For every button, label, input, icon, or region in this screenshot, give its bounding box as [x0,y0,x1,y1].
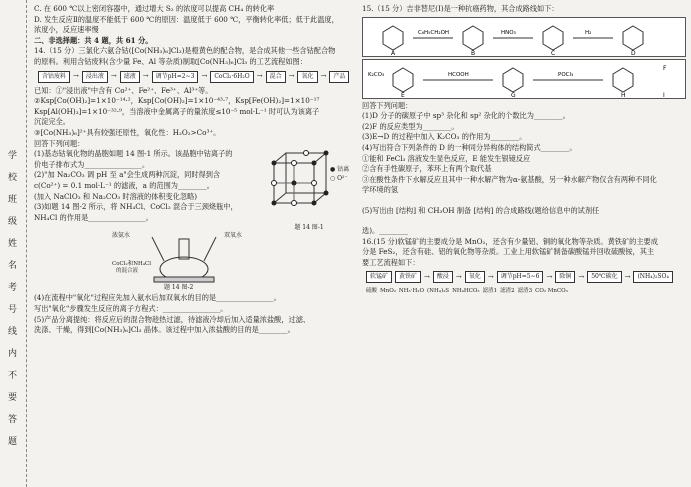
flow2-label: 滤渣2 [500,288,515,295]
known-4: 沉淀完全。 [34,117,70,127]
q16-flowchart-labels [366,286,686,297]
q14-3b: NH₄Cl 的作用是________________。 [34,212,153,222]
q14-intro-2: 的原料。利用含钴废料(含少量 Fe、Al 等杂质)制取[Co(NH₃)₆]Cl₃ 的工艺流程如图： [34,56,307,66]
binding-gutter [0,0,27,487]
flow-step: 浸出液 [82,71,108,83]
q14-5b: 洗涤、干燥，得到[Co(NH₃)₆]Cl₃ 晶体。该过程中加入浓盐酸的目的是________。 [34,325,295,335]
q14-2: (2)"加 Na₂CO₃ 调 pH 至 a"会生成两种沉淀，同时得到含 [34,170,221,180]
section-heading: 二、非选择题：共 4 题，共 61 分。 [34,35,153,45]
label-h2o2: 双氧水 [224,232,243,240]
gutter-char: 学 [6,150,16,161]
flow2-label: 滤渣1 [482,288,498,295]
q14-questions-with-figure [34,149,352,233]
q15-4: (4)写出符合下列条件的 D 的一种同分异构体的结构简式________。 [362,142,577,152]
q15-4-cond2: ②含有手性碳原子，苯环上有两个取代基 [362,164,492,174]
label-d: D [631,49,636,56]
crystal-figure [266,149,352,233]
label-h: H [621,91,626,98]
gutter-char: 线 [6,326,16,337]
q15-2: (2)F 的反应类型为________。 [362,121,459,131]
q15-4-cond1: ①能和 FeCl₃ 溶液发生显色反应，E 能发生银镜反应 [362,153,531,163]
legend-co: ● 钴离 [330,166,350,174]
gutter-char: 题 [6,436,16,447]
gutter-char: 考 [6,282,16,293]
flow2-step: 酸浸 [433,271,453,283]
reagent-6: POCl₃ [558,71,574,78]
q15-1: (1)D 分子的碳原子中 sp³ 杂化和 sp² 杂化的个数比为________。 [362,111,570,121]
q16-intro-1: 16.(15 分)软锰矿的主要成分是 MnO₂，还含有少量铝、铜的氧化物等杂质。黄铁矿的主要成 [362,236,658,246]
flow2-step: 氧化 [465,271,485,283]
q16-flowchart: 软锰矿 黄铁矿 → 酸浸 → 氧化 → 调节pH=5~6 → 除铜 → 50℃碳化 → (NH₄)₂SO₄ [366,271,686,283]
label-mixture: CoCl₂和NH₄Cl [112,261,151,268]
q14-intro-1: 14.（15 分）三氯化六氨合钴([Co(NH₃)₆]Cl₃)是橙黄色的配合物，是合成其他一些含钴配合物 [34,46,336,56]
gutter-char: 名 [6,260,16,271]
flow2-label: NH₃·H₂O [398,288,424,295]
flow-step: 产品 [329,71,349,83]
reagent-5: HCOOH [448,71,469,78]
option-c: C. 在 600 ℃以上密闭容器中，通过增大 S₂ 的浓度可以提高 CH₄ 的转化率 [34,4,275,13]
flow-step: 含钴废料 [38,71,70,83]
gutter-char: 要 [6,392,16,403]
route-diagram-1 [363,18,685,56]
gutter-char: 班 [6,194,16,205]
apparatus-figure [112,232,352,293]
gutter-char: 校 [6,172,16,183]
q16-intro-3: 要工艺流程如下： [362,257,420,267]
q14-questions [34,149,260,233]
q15-4-cond3: ③在酸性条件下水解反应且其中一种水解产物为α-氨基酸，另一种水解产物仅含有两种不同化 [362,174,657,184]
flow2-label: 硫酸 [366,288,378,295]
reagent-1: C₆H₅CH₂OH [418,29,450,36]
reagent-2: HNO₃ [501,29,516,36]
q14-4: (4)在流程中"氧化"过程应先加入氨水后加双氧水的目的是________________。 [34,293,281,303]
q14-2c: (加入 NaClO₃ 和 Na₂CO₃ 时溶液的体积变化忽略) [34,191,198,201]
flow-step: 混合 [266,71,286,83]
label-i: I [663,91,665,98]
synthesis-route-row1 [362,17,686,57]
flow2-label: CO₂ MnCO₃ [535,288,568,295]
reagent-4: K₂CO₃ [368,71,385,78]
fig1-caption: 题 14 图-1 [294,223,324,231]
flow-step: 氧化 [297,71,317,83]
flow2-label: (NH₄)₂S [426,288,450,295]
gutter-char: 答 [6,414,16,425]
known-3: Ksp[Al(OH)₃]=1×10⁻³²·⁹，当溶液中金属离子的量浓度≤10⁻⁵ mol·L⁻¹ 时可认为该离子 [34,106,320,116]
gutter-char: 号 [6,304,16,315]
label-e: E [401,91,405,98]
flow-step: 调节pH=2~3 [152,71,199,83]
answer-prompt: 回答下列问题： [34,138,85,148]
flow2-step: 软锰矿 [366,271,392,283]
option-d: D. 发生反应Ⅱ的温度不能低于 600 ℃的原因：温度低于 600 ℃，平衡转化率低；低于此温度， [34,14,339,24]
fig2-caption: 题 14 图-2 [164,284,194,292]
option-d-cont: 浓度小，反应速率慢 [34,25,99,35]
label-a: A [391,49,396,56]
right-column [362,4,686,300]
flow-step: 滤液 [120,71,140,83]
gutter-char: 不 [6,370,16,381]
q14-4b: 写出"氧化"步骤发生反应的离子方程式：________________。 [34,303,228,313]
flow2-step: 调节pH=5~6 [497,271,544,283]
flow2-step: 50℃碳化 [587,271,621,283]
q15-3: (3)E→D 的过程中加入 K₂CO₃ 的作用为________。 [362,132,527,142]
gutter-char: 内 [6,348,16,359]
gutter-char: 姓 [6,238,16,249]
known-1: 已知：①"浸出液"中含有 Co²⁺、Fe²⁺、Fe³⁺、Al³⁺等。 [34,85,213,95]
label-g: G [511,91,516,98]
synthesis-route-row2 [362,59,686,99]
q14-1b: 价电子排布式为________________。 [34,159,150,169]
flow-step: CoCl₂·6H₂O [210,71,253,83]
flow2-label: MnO₂ [380,288,396,295]
route-diagram-2 [363,60,685,98]
known-5: ③[Co(NH₃)₆]²⁺具有较强还原性，氧化性：H₂O₂>Co³⁺。 [34,127,221,137]
label-ammonia: 浓氨水 [112,232,131,240]
reagent-3: H₂ [585,29,592,36]
q15-intro: 15.（15 分）吉非替尼(I)是一种抗癌药物，其合成路线如下： [362,4,559,13]
q14-3: (3)如题 14 图-2 所示，将 NH₄Cl、CoCl₂ 混合于三颈烧瓶中， [34,202,238,212]
known-2: ②Ksp[Co(OH)₂]=1×10⁻¹⁴·²，Ksp[Co(OH)₃]=1×10⁻⁴³·⁷，Ksp[Fe(OH)₂]=1×10⁻¹⁷ [34,96,320,106]
flow2-label: 滤渣3 [517,288,533,295]
q15-4-cond3b: 学环境的氢 [362,185,398,195]
label-b: B [471,49,476,56]
left-column [34,4,352,336]
flow2-step: 黄铁矿 [395,271,421,283]
flow2-step: (NH₄)₂SO₄ [633,271,672,283]
crystal-legend [330,165,349,183]
q15-answer-prompt: 回答下列问题： [362,100,413,110]
crystal-cell-diagram [266,149,352,219]
q14-1: (1)基态钴氧化物的晶胞如题 14 图-1 所示。该晶胞中钴离子的 [34,149,233,159]
q15-5-row [362,200,686,222]
gutter-char: 级 [6,216,16,227]
q15-5: (5)写出由 [结构] 和 CH₃OH 制备 [结构] 的合成路线(题给信息中的试剂任 [362,205,600,215]
q16-intro-2: 分是 FeS₂，还含有硅、铝的氧化物等杂质。工业上用软锰矿制备碳酸锰并回收硫酸铵，其主 [362,247,655,257]
legend-o: ○ O²⁻ [330,175,348,183]
q15-5b: 选)。________ [362,225,408,235]
flow2-label: NH₄HCO₃ [452,288,480,295]
label-f: F [663,64,667,72]
q14-2b: c(Co²⁺) = 0.1 mol·L⁻¹ 的滤液，a 的范围为________。 [34,180,214,190]
label-mixture-2: 的混合液 [116,268,139,275]
q14-flowchart: 含钴废料 → 浸出液 → 滤液 → 调节pH=2~3 → CoCl₂·6H₂O → 混合 → 氧化 → 产品 [38,71,352,83]
label-c: C [551,49,556,56]
q14-5: (5)产品分离提纯：将反应后的混合物趁热过滤，待滤液冷却后加入适量浓盐酸，过滤、 [34,314,311,324]
flow2-step: 除铜 [555,271,575,283]
